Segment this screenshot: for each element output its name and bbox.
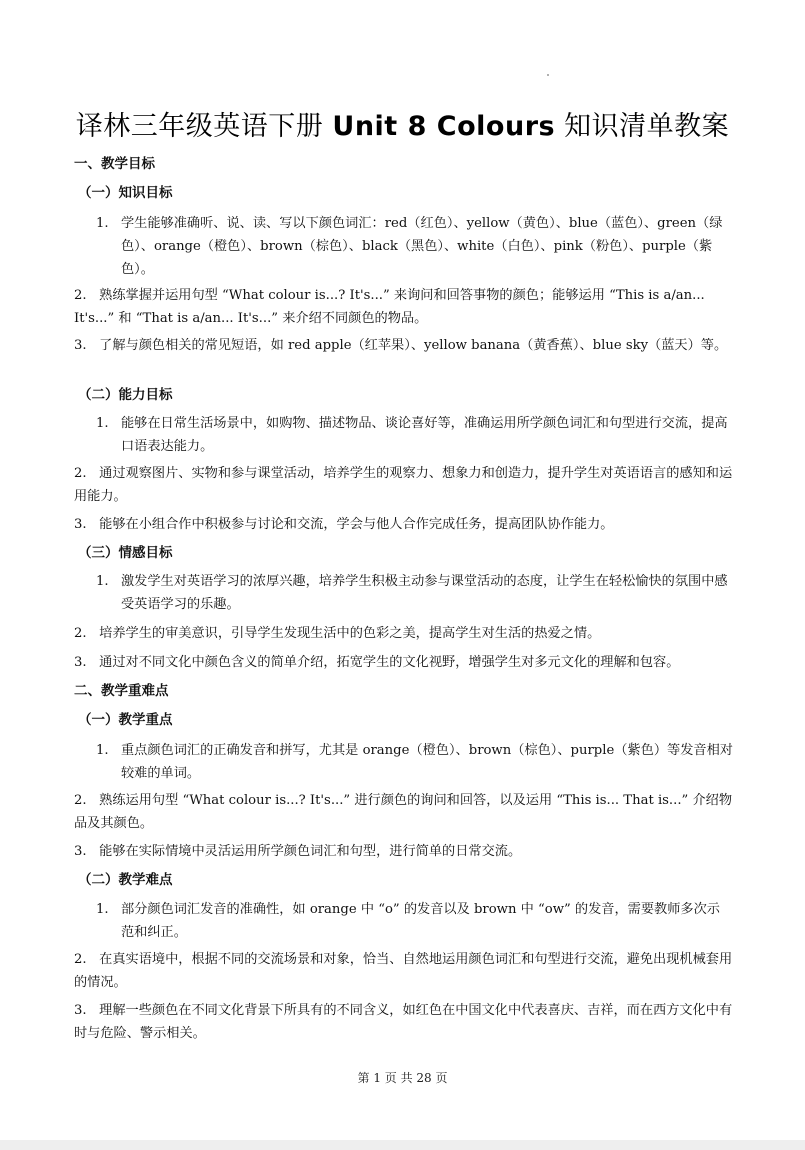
- item-text: 能够在小组合作中积极参与讨论和交流，学会与他人合作完成任务，提高团队协作能力。: [99, 517, 614, 532]
- item-text: 激发学生对英语学习的浓厚兴趣，培养学生积极主动参与课堂活动的态度，让学生在轻松愉快的氛围中感受英语学习的乐趣。: [121, 574, 728, 612]
- item-text: 部分颜色词汇发音的准确性，如 orange 中 “o” 的发音以及 brown 中 “ow” 的发音，需要教师多次示范和纠正。: [121, 902, 720, 940]
- item-number: 2.: [74, 952, 87, 967]
- item-text: 在真实语境中，根据不同的交流场景和对象，恰当、自然地运用颜色词汇和句型进行交流，避免出现机械套用的情况。: [74, 952, 733, 990]
- section-heading-1: 一、教学目标: [74, 156, 155, 172]
- subsection-heading-key-points: （一）教学重点: [78, 712, 173, 728]
- item-text: 能够在实际情境中灵活运用所学颜色词汇和句型，进行简单的日常交流。: [99, 844, 522, 859]
- item-number: 3.: [74, 844, 87, 859]
- paragraph-item: [74, 334, 733, 357]
- list-item: [96, 739, 733, 785]
- paragraph-item: [74, 840, 733, 863]
- item-text: 理解一些颜色在不同文化背景下所具有的不同含义，如红色在中国文化中代表喜庆、吉祥，而在西方文化中有时与危险、警示相关。: [74, 1003, 733, 1041]
- item-text: 学生能够准确听、说、读、写以下颜色词汇：red（红色）、yellow（黄色）、blue（蓝色）、green（绿色）、orange（橙色）、brown（棕色）、black（黑色）、white（白色）、pink（粉色）、purple（紫色）。: [121, 216, 723, 277]
- paragraph-item: [74, 513, 733, 536]
- paragraph-item: [74, 462, 733, 508]
- item-number: 3.: [74, 338, 87, 353]
- item-text: 熟练掌握并运用句型 “What colour is...? It's...” 来询问和回答事物的颜色；能够运用 “This is a/an... It's...” 和 “That is a/an... It's...” 来介绍不同颜色的物品。: [74, 288, 705, 326]
- item-number: 2.: [74, 793, 87, 808]
- page-title: [0, 104, 805, 143]
- subsection-heading-knowledge: （一）知识目标: [78, 185, 173, 201]
- item-number: 1.: [96, 216, 109, 231]
- scan-speck: [547, 74, 549, 76]
- item-number: 1.: [96, 743, 109, 758]
- item-number: 1.: [96, 902, 109, 917]
- paragraph-item: [74, 622, 733, 645]
- item-number: 2.: [74, 466, 87, 481]
- item-text: 通过观察图片、实物和参与课堂活动，培养学生的观察力、想象力和创造力，提升学生对英语语言的感知和运用能力。: [74, 466, 733, 504]
- item-number: 1.: [96, 574, 109, 589]
- subsection-heading-difficulties: （二）教学难点: [78, 872, 173, 888]
- list-item: [96, 570, 733, 616]
- title-cn-part1: 译林三年级英语下册: [75, 111, 333, 142]
- list-item: [96, 212, 733, 281]
- item-number: 2.: [74, 626, 87, 641]
- item-text: 了解与颜色相关的常见短语，如 red apple（红苹果）、yellow banana（黄香蕉）、blue sky（蓝天）等。: [99, 338, 728, 353]
- subsection-heading-emotion: （三）情感目标: [78, 545, 173, 561]
- paragraph-item: [74, 789, 733, 835]
- page-footer: 第 1 页 共 28 页: [357, 1071, 448, 1085]
- item-number: 2.: [74, 288, 87, 303]
- list-item: [96, 412, 733, 458]
- item-text: 熟练运用句型 “What colour is...? It's...” 进行颜色的询问和回答，以及运用 “This is... That is...” 介绍物品及其颜色。: [74, 793, 733, 831]
- paragraph-item: [74, 651, 733, 674]
- title-en-part: Unit 8 Colours: [332, 111, 556, 142]
- item-number: 1.: [96, 416, 109, 431]
- paragraph-item: [74, 999, 733, 1045]
- item-text: 培养学生的审美意识，引导学生发现生活中的色彩之美，提高学生对生活的热爱之情。: [99, 626, 601, 641]
- item-number: 3.: [74, 655, 87, 670]
- item-text: 重点颜色词汇的正确发音和拼写，尤其是 orange（橙色）、brown（棕色）、purple（紫色）等发音相对较难的单词。: [121, 743, 733, 781]
- subsection-heading-ability: （二）能力目标: [78, 387, 173, 403]
- section-heading-2: 二、教学重难点: [74, 683, 169, 699]
- item-text: 通过对不同文化中颜色含义的简单介绍，拓宽学生的文化视野，增强学生对多元文化的理解和包容。: [99, 655, 680, 670]
- paragraph-item: [74, 948, 733, 994]
- item-number: 3.: [74, 1003, 87, 1018]
- item-number: 3.: [74, 517, 87, 532]
- paragraph-item: [74, 284, 733, 330]
- list-item: [96, 898, 733, 944]
- item-text: 能够在日常生活场景中，如购物、描述物品、谈论喜好等，准确运用所学颜色词汇和句型进行交流，提高口语表达能力。: [121, 416, 728, 454]
- title-cn-part2: 知识清单教案: [555, 111, 730, 142]
